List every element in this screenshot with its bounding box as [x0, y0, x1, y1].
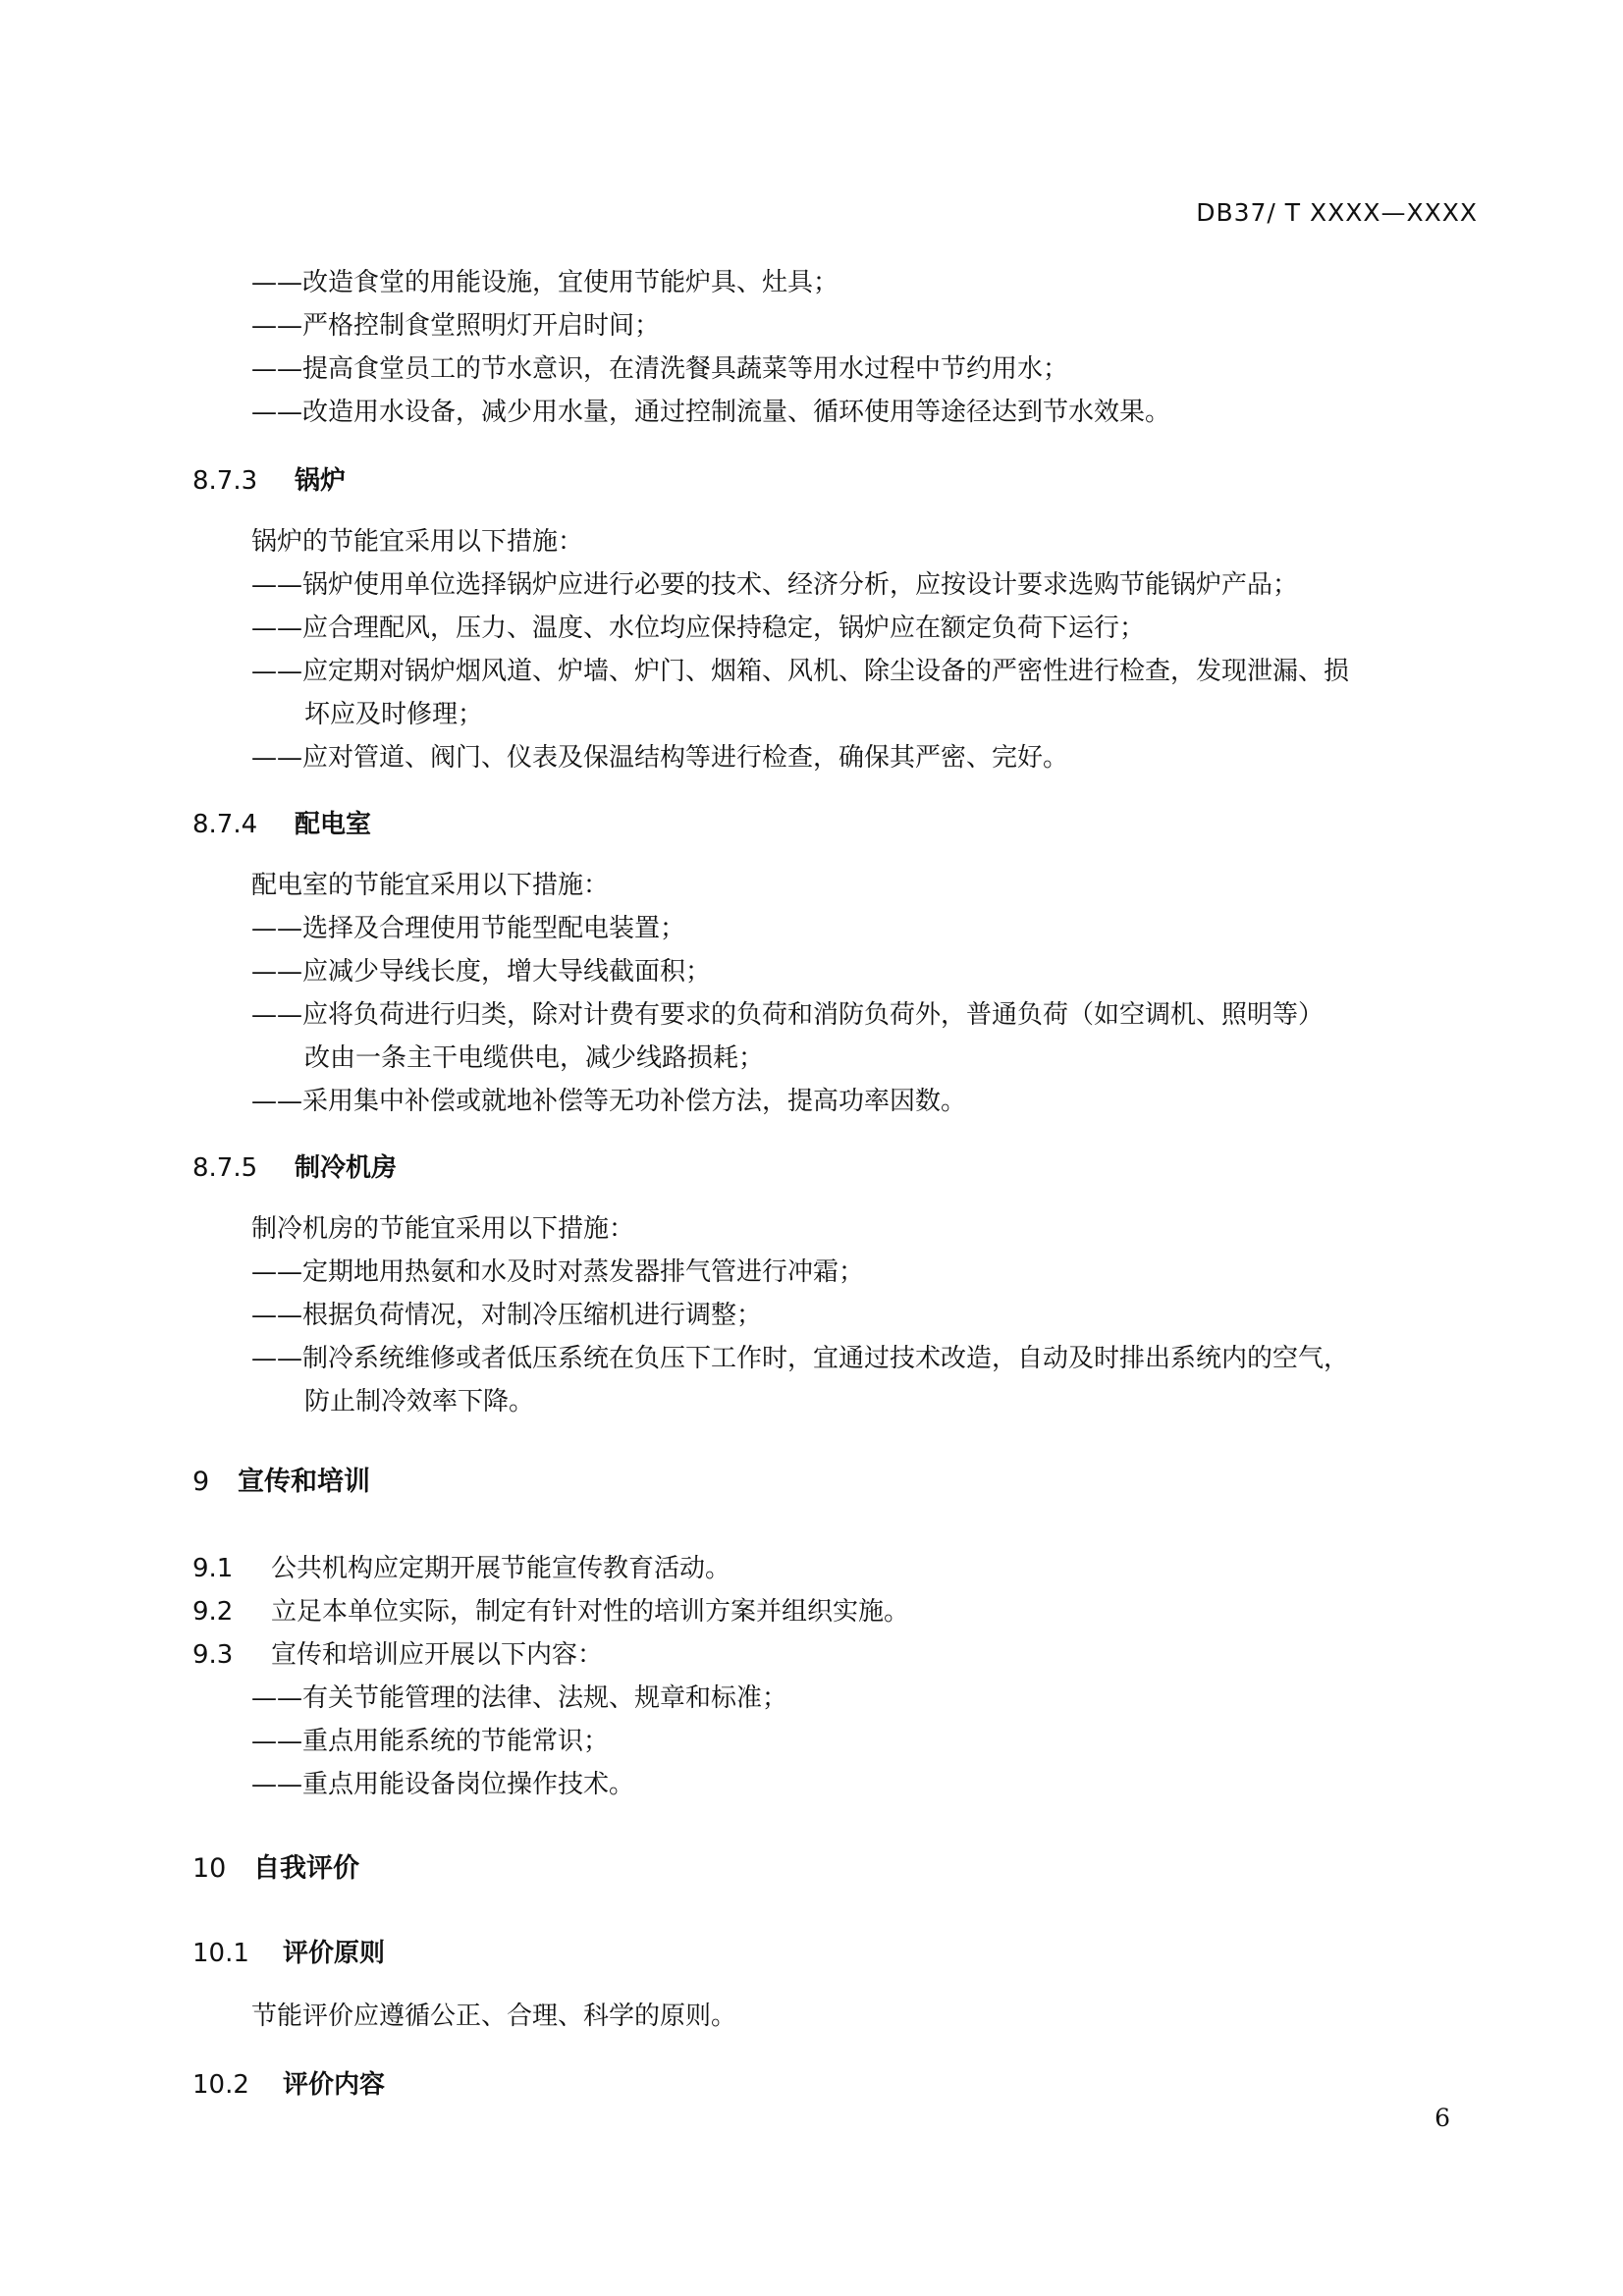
list-item-continuation: 坏应及时修理；	[304, 700, 484, 729]
clause-number: 9.3	[192, 1640, 234, 1670]
list-item: ——改造用水设备，减少用水量，通过控制流量、循环使用等途径达到节水效果。	[251, 398, 1171, 427]
list-item: ——制冷系统维修或者低压系统在负压下工作时，宜通过技术改造，自动及时排出系统内的空气，	[251, 1344, 1350, 1373]
section-title: 锅炉	[295, 466, 347, 496]
page-number: 6	[1434, 2104, 1450, 2132]
section-heading-8-7-3	[192, 459, 1623, 503]
chapter-title: 自我评价	[253, 1853, 359, 1884]
list-item: ——严格控制食堂照明灯开启时间；	[251, 311, 661, 341]
section-title: 配电室	[295, 810, 372, 839]
paragraph: 配电室的节能宜采用以下措施：	[251, 871, 610, 900]
chapter-heading-10	[192, 1847, 1623, 1891]
clause-number: 9.2	[192, 1597, 234, 1627]
chapter-number: 9	[192, 1467, 210, 1497]
list-item: ——应将负荷进行归类，除对计费有要求的负荷和消防负荷外，普通负荷（如空调机、照明等）	[251, 1000, 1325, 1030]
clause-text: 公共机构应定期开展节能宣传教育活动。	[271, 1554, 731, 1583]
list-item: ——重点用能系统的节能常识；	[251, 1727, 610, 1756]
list-item: ——改造食堂的用能设施，宜使用节能炉具、灶具；	[251, 268, 839, 297]
paragraph: 节能评价应遵循公正、合理、科学的原则。	[251, 2002, 737, 2031]
section-number: 10.2	[192, 2070, 249, 2100]
list-item: ——采用集中补偿或就地补偿等无功补偿方法，提高功率因数。	[251, 1087, 967, 1116]
list-item: ——选择及合理使用节能型配电装置；	[251, 914, 686, 943]
section-heading-8-7-5	[192, 1147, 1623, 1190]
list-item: ——定期地用热氨和水及时对蒸发器排气管进行冲霜；	[251, 1257, 865, 1287]
list-item: ——重点用能设备岗位操作技术。	[251, 1770, 635, 1799]
standard-code: DB37/ T XXXX—XXXX	[1196, 198, 1478, 227]
list-item: ——应合理配风，压力、温度、水位均应保持稳定，锅炉应在额定负荷下运行；	[251, 614, 1146, 643]
clause-text: 立足本单位实际，制定有针对性的培训方案并组织实施。	[271, 1597, 910, 1627]
section-number: 8.7.5	[192, 1153, 258, 1183]
clause-9-2	[192, 1590, 1623, 1633]
section-heading-10-2	[192, 2063, 1623, 2107]
section-title: 评价原则	[283, 1939, 386, 1968]
section-heading-8-7-4	[192, 803, 1623, 846]
list-item: ——根据负荷情况，对制冷压缩机进行调整；	[251, 1301, 763, 1330]
section-number: 8.7.3	[192, 466, 258, 496]
paragraph: 锅炉的节能宜采用以下措施：	[251, 527, 584, 557]
section-number: 10.1	[192, 1939, 249, 1968]
list-item: ——有关节能管理的法律、法规、规章和标准；	[251, 1683, 788, 1713]
list-item-continuation: 防止制冷效率下降。	[304, 1387, 535, 1416]
clause-9-3	[192, 1633, 1623, 1677]
list-item: ——应减少导线长度，增大导线截面积；	[251, 957, 712, 987]
section-number: 8.7.4	[192, 810, 258, 839]
list-item-continuation: 改由一条主干电缆供电，减少线路损耗；	[304, 1043, 765, 1073]
chapter-title: 宣传和培训	[238, 1467, 370, 1497]
section-heading-10-1	[192, 1932, 1623, 1975]
section-title: 制冷机房	[295, 1153, 398, 1183]
clause-text: 宣传和培训应开展以下内容：	[271, 1640, 604, 1670]
paragraph: 制冷机房的节能宜采用以下措施：	[251, 1214, 635, 1244]
list-item: ——应对管道、阀门、仪表及保温结构等进行检查，确保其严密、完好。	[251, 743, 1069, 773]
section-title: 评价内容	[283, 2070, 386, 2100]
list-item: ——应定期对锅炉烟风道、炉墙、炉门、烟箱、风机、除尘设备的严密性进行检查，发现泄漏、损	[251, 657, 1350, 686]
list-item: ——锅炉使用单位选择锅炉应进行必要的技术、经济分析，应按设计要求选购节能锅炉产品；	[251, 570, 1299, 600]
chapter-heading-9	[192, 1461, 1623, 1504]
chapter-number: 10	[192, 1853, 227, 1884]
list-item: ——提高食堂员工的节水意识，在清洗餐具蔬菜等用水过程中节约用水；	[251, 354, 1069, 384]
clause-number: 9.1	[192, 1554, 234, 1583]
clause-9-1	[192, 1547, 1623, 1590]
